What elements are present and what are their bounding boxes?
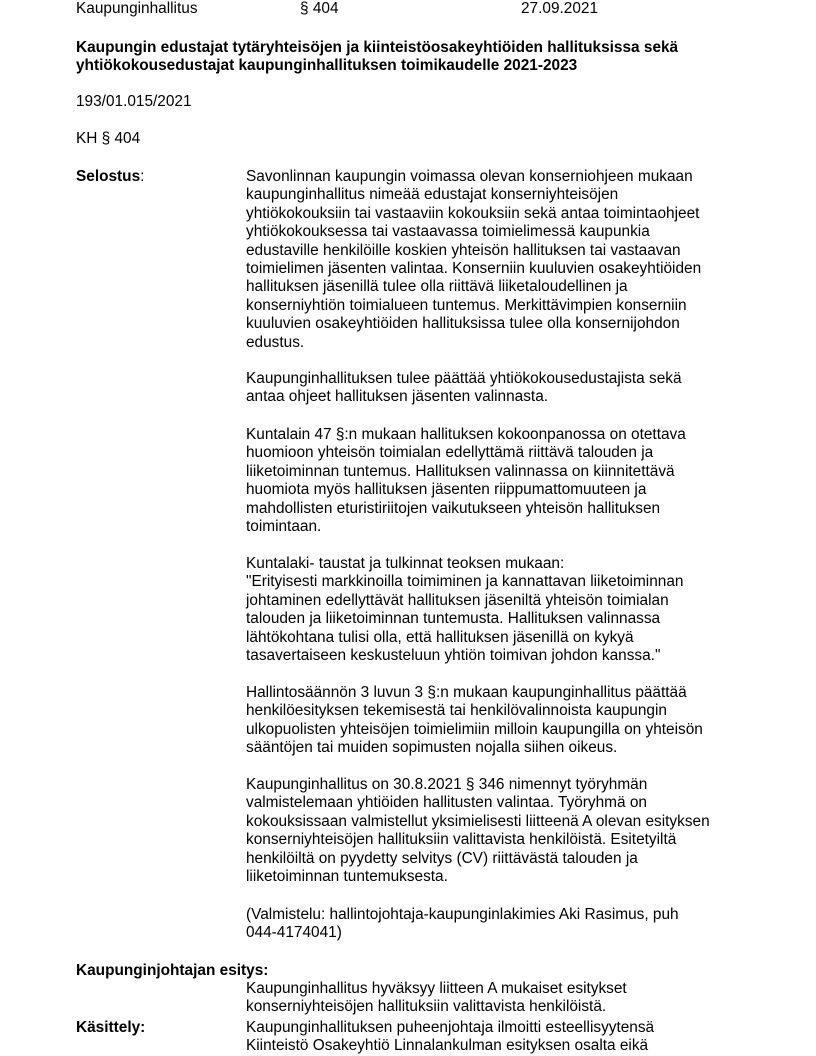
header-organ: Kaupunginhallitus bbox=[76, 0, 198, 17]
selostus-body-2 bbox=[246, 370, 746, 407]
selostus-paragraph: Savonlinnan kaupungin voimassa olevan konserniohjeen mukaan kaupunginhallitus nimeää edustajat konserniyhteisöjen yhtiökokouksiin tai vastaaviin kokouksiin sekä antaa toimintaohjeet yhtiökokouksessa tai vastaavassa toimielimessä kaupunkia edustaville henkilöille koskien yhteisön hallituksen tai vastaavan toimielimen jäsenten valintaa. Konserniin kuuluvien osakeyhtiöiden hallituksen jäsenillä tulee olla riittävä liiketaloudellinen ja konserniyhtiön toimialueen tuntemus. Merkittävimpien konserniin kuuluvien osakeyhtiöiden hallituksissa tulee olla konsernijohdon edustus. bbox=[246, 168, 702, 351]
selostus-label: Selostus: bbox=[76, 168, 145, 185]
kasittely-body: Kaupunginhallituksen puheenjohtaja ilmoitti esteellisyytensä Kiinteistö Osakeyhtiö Linnalankulman esityksen osalta eikä bbox=[246, 1019, 655, 1055]
selostus-body-7 bbox=[246, 906, 746, 943]
selostus-body-6 bbox=[246, 776, 746, 886]
diary-number: 193/01.015/2021 bbox=[76, 93, 192, 110]
selostus-body-3 bbox=[246, 426, 746, 536]
title-line-2: yhtiökokousedustajat kaupunginhallituksen toimikaudelle 2021-2023 bbox=[76, 57, 578, 74]
selostus-body-5 bbox=[246, 684, 746, 758]
esitys-body: Kaupunginhallitus hyväksyy liitteen A mukaiset esitykset konserniyhteisöjen hallituksiin valittavista henkilöistä. bbox=[246, 980, 627, 1016]
selostus-paragraph: Kaupunginhallitus on 30.8.2021 § 346 nimennyt työryhmän valmistelemaan yhtiöiden hallitusten valintaa. Työryhmä on kokouksissaan valmistellut yksimielisesti liitteenä A olevan esityksen konserniyhteisöjen hallituksiin valittavista henkilöistä. Esitetyiltä henkilöiltä on pyydetty selvitys (CV) riittävästä talouden ja liiketoiminnan tuntemuksesta. bbox=[246, 776, 710, 886]
selostus-body-4 bbox=[246, 555, 746, 665]
preparer-note: (Valmistelu: hallintojohtaja-kaupunginlakimies Aki Rasimus, puh 044-4174041) bbox=[246, 906, 679, 942]
kasittely-label: Käsittely: bbox=[76, 1019, 146, 1036]
selostus-paragraph: Kuntalaki- taustat ja tulkinnat teoksen mukaan: "Erityisesti markkinoilla toimiminen ja kannattavan liiketoiminnan johtaminen edellyttävät hallituksen jäseniltä yhteisön toimialan talouden ja liiketoiminnan tuntemusta. Hallituksen valinnassa lähtökohtana tulisi olla, että hallituksen jäsenillä on kykyä tasavertaiseen keskusteluun yhtiön toimivan johdon kanssa." bbox=[246, 555, 684, 665]
header-section: § 404 bbox=[300, 0, 339, 17]
selostus-paragraph: Hallintosäännön 3 luvun 3 §:n mukaan kaupunginhallitus päättää henkilöesityksen tekemisestä tai henkilövalinnoista kaupungin ulkopuolisten yhteisöjen toimielimiin milloin kaupungilla on yhteisön sääntöjen tai muiden sopimusten nojalla siihen oikeus. bbox=[246, 684, 703, 757]
selostus-paragraph: Kuntalain 47 §:n mukaan hallituksen kokoonpanossa on otettava huomioon yhteisön toimialan edellyttämä riittävä talouden ja liiketoiminnan tuntemus. Hallituksen valinnassa on kiinnitettävä huomiota myös hallituksen jäsenten riippumattomuuteen ja mahdollisten eturistiriitojen vaikutukseen yhteisön hallituksen toimintaan. bbox=[246, 426, 686, 536]
header-date: 27.09.2021 bbox=[521, 0, 599, 17]
selostus-paragraph: Kaupunginhallituksen tulee päättää yhtiökokousedustajista sekä antaa ohjeet hallituksen jäsenten valinnasta. bbox=[246, 370, 682, 406]
selostus-body bbox=[246, 168, 746, 352]
kh-reference: KH § 404 bbox=[76, 130, 141, 147]
title-line-1: Kaupungin edustajat tytäryhteisöjen ja kiinteistöosakeyhtiöiden hallituksissa sekä bbox=[76, 39, 679, 56]
esitys-label: Kaupunginjohtajan esitys: bbox=[76, 962, 269, 979]
